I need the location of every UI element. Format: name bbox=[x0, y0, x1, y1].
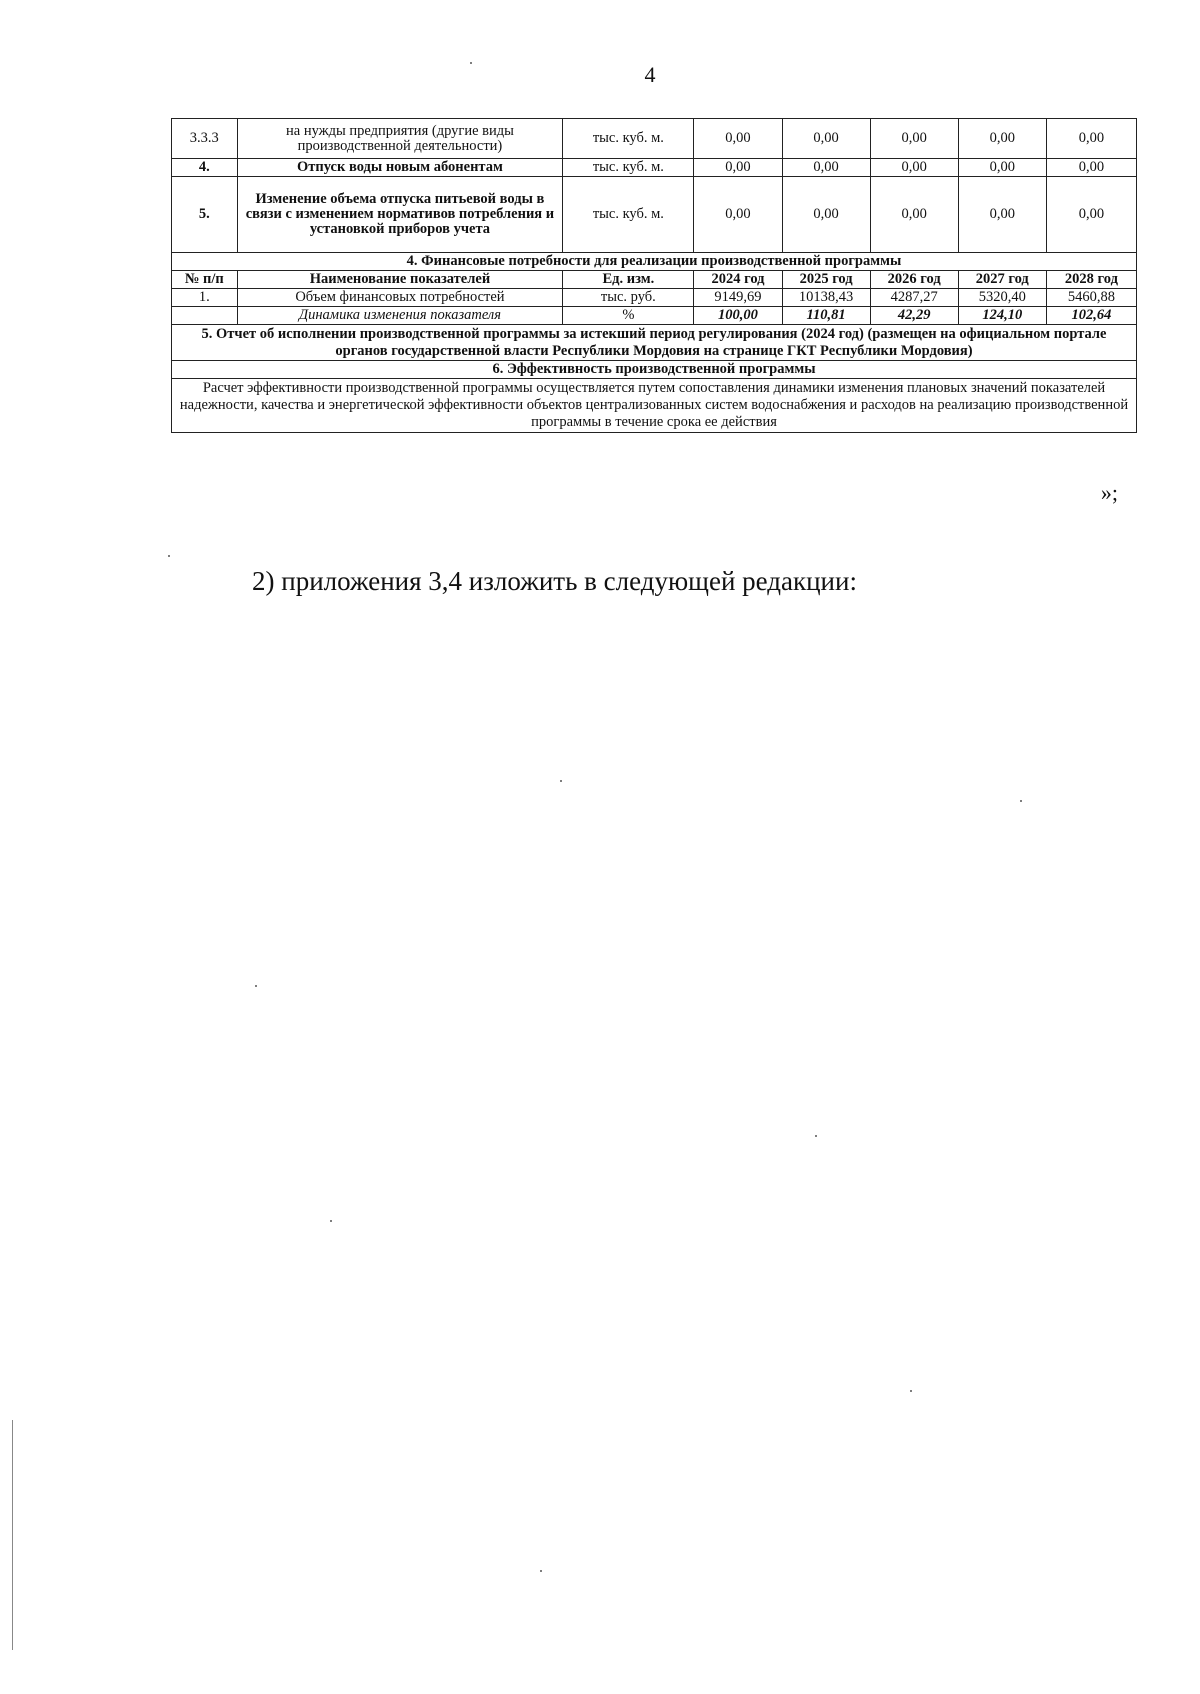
scan-speck bbox=[255, 985, 257, 987]
section-4-title: 4. Финансовые потребности для реализации производственной программы bbox=[172, 253, 1137, 271]
row-value: 0,00 bbox=[1046, 159, 1136, 177]
row-value: 124,10 bbox=[958, 307, 1046, 325]
scan-speck bbox=[910, 1390, 912, 1392]
row-value: 0,00 bbox=[782, 177, 870, 253]
scan-edge-line bbox=[12, 1420, 13, 1650]
row-name: на нужды предприятия (другие виды производственной деятельности) bbox=[237, 119, 563, 159]
row-value: 0,00 bbox=[870, 159, 958, 177]
table-row bbox=[172, 289, 1137, 307]
section-row bbox=[172, 325, 1137, 361]
table-row bbox=[172, 177, 1137, 253]
closing-quote-mark: »; bbox=[1100, 480, 1118, 505]
row-number: 4. bbox=[172, 159, 238, 177]
row-value: 0,00 bbox=[958, 177, 1046, 253]
row-name: Изменение объема отпуска питьевой воды в связи с изменением нормативов потребления и установкой приборов учета bbox=[237, 177, 563, 253]
header-year: 2028 год bbox=[1046, 271, 1136, 289]
row-name: Динамика изменения показателя bbox=[237, 307, 563, 325]
row-value: 4287,27 bbox=[870, 289, 958, 307]
row-value: 0,00 bbox=[782, 159, 870, 177]
scan-speck bbox=[560, 780, 562, 782]
row-number: 3.3.3 bbox=[172, 119, 238, 159]
row-name: Отпуск воды новым абонентам bbox=[237, 159, 563, 177]
program-table bbox=[171, 118, 1137, 433]
row-value: 9149,69 bbox=[694, 289, 782, 307]
section-6-title: 6. Эффективность производственной программы bbox=[172, 361, 1137, 379]
row-value: 42,29 bbox=[870, 307, 958, 325]
row-unit: тыс. руб. bbox=[563, 289, 694, 307]
row-value: 5460,88 bbox=[1046, 289, 1136, 307]
amendment-paragraph: 2) приложения 3,4 изложить в следующей редакции: bbox=[252, 566, 857, 596]
row-value: 0,00 bbox=[782, 119, 870, 159]
scan-speck bbox=[330, 1220, 332, 1222]
scan-speck bbox=[470, 62, 472, 64]
header-year: 2027 год bbox=[958, 271, 1046, 289]
section-row bbox=[172, 361, 1137, 379]
row-value: 10138,43 bbox=[782, 289, 870, 307]
row-unit: тыс. куб. м. bbox=[563, 119, 694, 159]
scan-speck bbox=[1020, 800, 1022, 802]
row-name: Объем финансовых потребностей bbox=[237, 289, 563, 307]
row-number: 1. bbox=[172, 289, 238, 307]
row-number: 5. bbox=[172, 177, 238, 253]
section-row bbox=[172, 253, 1137, 271]
header-year: 2026 год bbox=[870, 271, 958, 289]
row-value: 0,00 bbox=[958, 159, 1046, 177]
header-row bbox=[172, 271, 1137, 289]
row-value: 0,00 bbox=[1046, 177, 1136, 253]
row-value: 0,00 bbox=[958, 119, 1046, 159]
row-value: 0,00 bbox=[1046, 119, 1136, 159]
section-6-text: Расчет эффективности производственной программы осуществляется путем сопоставления динамики изменения плановых значений показателей надежности, качества и энергетической эффективности объектов централизованных систем водоснабжения и расходов на реализацию производственной программы в течение срока ее действия bbox=[172, 379, 1137, 433]
table-row bbox=[172, 159, 1137, 177]
scan-speck bbox=[540, 1570, 542, 1572]
header-unit: Ед. изм. bbox=[563, 271, 694, 289]
header-number: № п/п bbox=[172, 271, 238, 289]
row-value: 0,00 bbox=[694, 159, 782, 177]
row-value: 0,00 bbox=[870, 177, 958, 253]
scan-speck bbox=[168, 555, 170, 557]
row-value: 0,00 bbox=[694, 119, 782, 159]
header-year: 2025 год bbox=[782, 271, 870, 289]
row-number bbox=[172, 307, 238, 325]
row-unit: тыс. куб. м. bbox=[563, 177, 694, 253]
page-number: 4 bbox=[644, 62, 656, 87]
section-row bbox=[172, 379, 1137, 433]
row-value: 0,00 bbox=[694, 177, 782, 253]
row-value: 100,00 bbox=[694, 307, 782, 325]
scan-speck bbox=[815, 1135, 817, 1137]
row-value: 5320,40 bbox=[958, 289, 1046, 307]
section-5-text: 5. Отчет об исполнении производственной программы за истекший период регулирования (2024 год) (размещен на официальном портале органов государственной власти Республики Мордовия на странице ГКТ Республики Мордовия) bbox=[172, 325, 1137, 361]
row-unit: % bbox=[563, 307, 694, 325]
header-name: Наименование показателей bbox=[237, 271, 563, 289]
header-year: 2024 год bbox=[694, 271, 782, 289]
table-row bbox=[172, 119, 1137, 159]
table-row bbox=[172, 307, 1137, 325]
row-unit: тыс. куб. м. bbox=[563, 159, 694, 177]
row-value: 0,00 bbox=[870, 119, 958, 159]
row-value: 102,64 bbox=[1046, 307, 1136, 325]
row-value: 110,81 bbox=[782, 307, 870, 325]
